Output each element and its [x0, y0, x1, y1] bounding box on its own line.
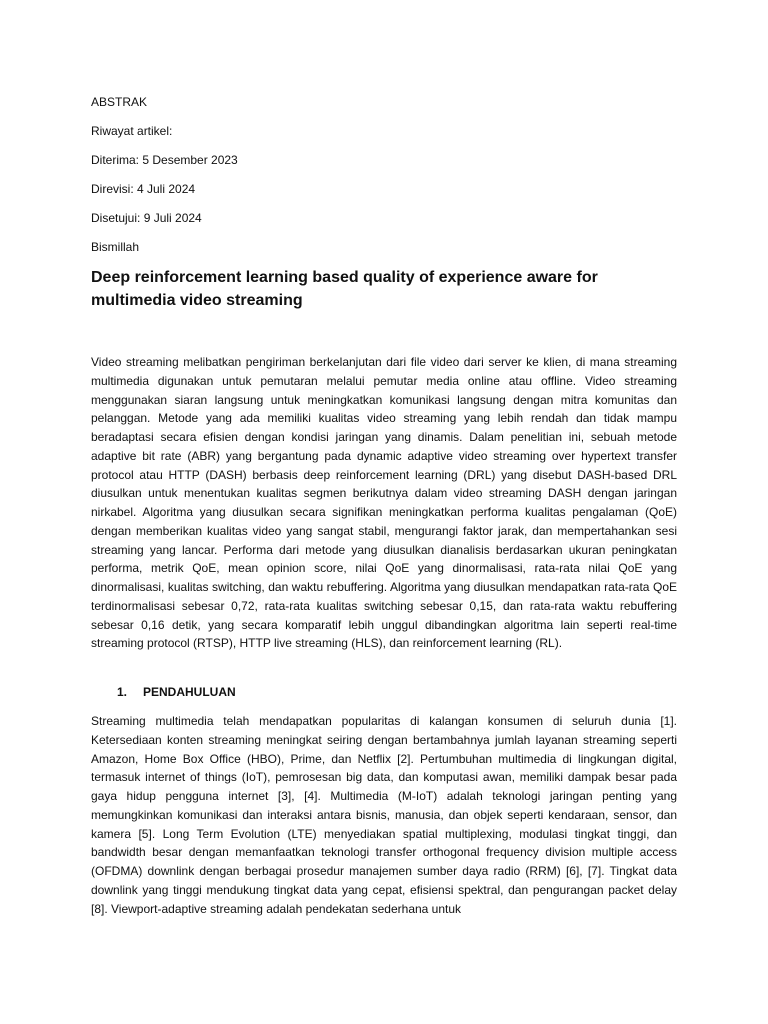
- introduction-body: Streaming multimedia telah mendapatkan popularitas di kalangan konsumen di seluruh dunia [1]. Ketersediaan konten streaming meningkat seiring dengan bertambahnya jumlah layanan streaming seperti Amazon, Home Box Office (HBO), Prime, dan Netflix [2]. Pertumbuhan multimedia di lingkungan digital, termasuk internet of things (IoT), pemrosesan big data, dan komputasi awan, memiliki dampak besar pada gaya hidup pengguna internet [3], [4]. Multimedia (M-IoT) adalah teknologi jaringan penting yang memungkinkan komunikasi dan interaksi antara bisnis, manusia, dan objek seperti kendaraan, sensor, dan kamera [5]. Long Term Evolution (LTE) menyediakan spatial multiplexing, modulasi tingkat tinggi, dan bandwidth besar dengan memanfaatkan teknologi transfer orthogonal frequency division multiple access (OFDMA) downlink dengan berbagai prosedur manajemen sumber daya radio (RRM) [6], [7]. Tingkat data downlink yang tinggi mendukung tingkat data yang cepat, efisiensi spektral, dan pengurangan packet delay [8]. Viewport-adaptive streaming adalah pendekatan sederhana untuk: [91, 714, 677, 916]
- section-heading-introduction: [117, 684, 236, 700]
- section-heading-text: PENDAHULUAN: [143, 685, 236, 699]
- article-history-label: Riwayat artikel:: [91, 124, 173, 138]
- section-number: 1.: [117, 685, 128, 699]
- revised-date: Direvisi: 4 Juli 2024: [91, 182, 196, 196]
- bismillah-text: Bismillah: [91, 240, 140, 254]
- abstract-body: Video streaming melibatkan pengiriman berkelanjutan dari file video dari server ke klien, di mana streaming multimedia digunakan untuk pemutaran melalui pemutar media online atau offline. Video streaming menggunakan siaran langsung untuk meningkatkan komunikasi langsung dengan mitra komunitas dan pelanggan. Metode yang ada memiliki kualitas video streaming yang lebih rendah dan tidak mampu beradaptasi secara efisien dengan kondisi jaringan yang dinamis. Dalam penelitian ini, sebuah metode adaptive bit rate (ABR) yang bergantung pada dynamic adaptive video streaming over hypertext transfer protocol atau HTTP (DASH) berbasis deep reinforcement learning (DRL) yang disebut DASH-based DRL diusulkan untuk menentukan kualitas segmen berikutnya dalam video streaming DASH dengan jaringan nirkabel. Algoritma yang diusulkan secara signifikan meningkatkan performa kualitas pengalaman (QoE) dengan memberikan kualitas video yang sangat stabil, mengurangi faktor jarak, dan mempertahankan sesi streaming yang lancar. Performa dari metode yang diusulkan dianalisis berdasarkan ukuran peningkatan performa, metrik QoE, mean opinion score, nilai QoE yang dinormalisasi, rata-rata nilai QoE yang dinormalisasi, kualitas switching, dan waktu rebuffering. Algoritma yang diusulkan mendapatkan rata-rata QoE terdinormalisasi sebesar 0,72, rata-rata kualitas switching sebesar 0,15, dan rata-rata waktu rebuffering sebesar 0,16 detik, yang secara komparatif lebih unggul dibandingkan algoritma lain seperti real-time streaming protocol (RTSP), HTTP live streaming (HLS), dan reinforcement learning (RL).: [91, 355, 677, 651]
- paper-title: Deep reinforcement learning based quality of experience aware for multimedia video streaming: [91, 269, 598, 309]
- abstract-label: ABSTRAK: [91, 95, 148, 109]
- accepted-date: Disetujui: 9 Juli 2024: [91, 211, 202, 225]
- received-date: Diterima: 5 Desember 2023: [91, 153, 238, 167]
